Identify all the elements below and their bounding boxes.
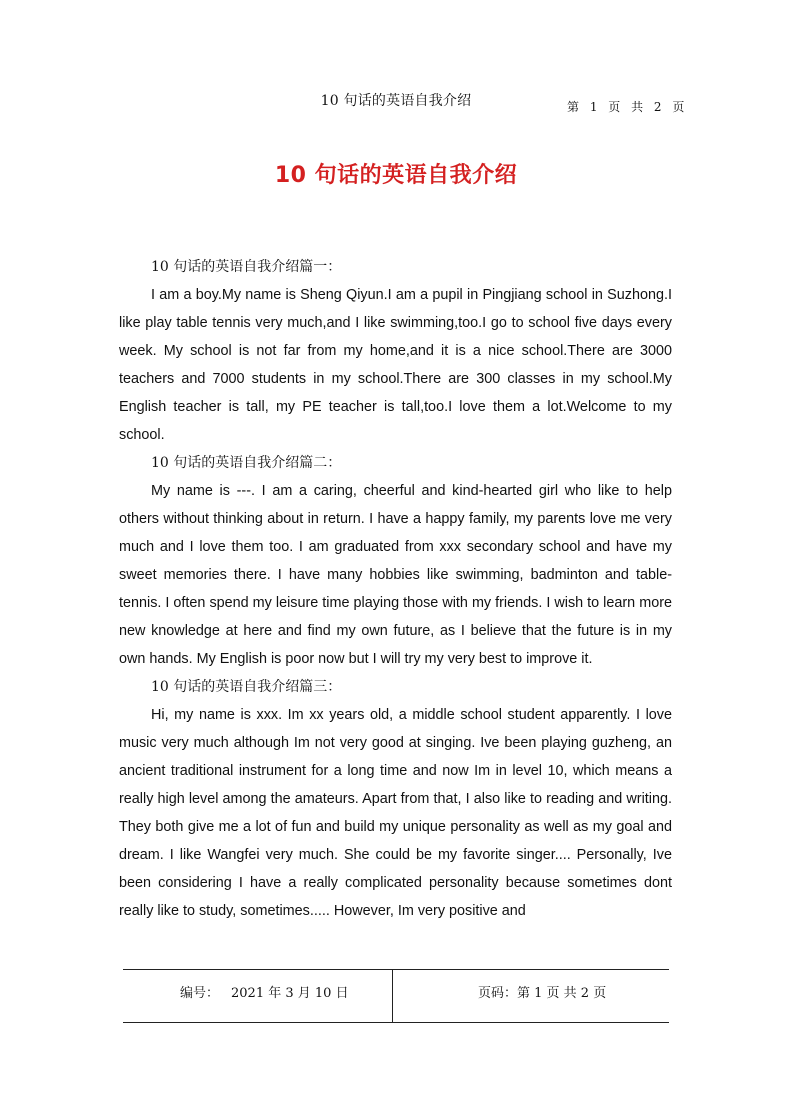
footer-bottom-rule [123,1022,669,1023]
page-indicator: 第 1 页 共 2 页 [567,100,686,114]
footer-page-cell [478,982,606,1001]
footer-number-cell [180,982,349,1001]
section-heading-1: 10 句话的英语自我介绍篇一： [151,259,342,275]
running-title: 10 句话的英语自我介绍 [320,93,472,109]
section-heading-2: 10 句话的英语自我介绍篇二： [151,455,342,471]
document-title: 10 句话的英语自我介绍 [274,163,518,188]
footer-date: 2021 年 3 月 10 日 [231,986,349,1001]
document-body [119,253,672,925]
footer-top-rule [123,969,669,970]
running-header [0,90,792,114]
section-body-1: I am a boy.My name is Sheng Qiyun.I am a pupil in Pingjiang school in Suzhong.I like play table tennis very much,and I like swimming,too.I go to school five days every week. My school is not far from my home,and it is a nice school.There are 3000 teachers and 7000 students in my school.There are 300 classes in my school.My English teacher is tall, my PE teacher is tall,too.I love them a lot.Welcome to my school. [119,287,672,443]
section-heading-3: 10 句话的英语自我介绍篇三： [151,679,342,695]
footer-page-label: 页码：第 1 页 共 2 页 [478,986,607,1001]
section-body-2: My name is ---. I am a caring, cheerful and kind-hearted girl who like to help others without thinking about in return. I have a happy family, my parents love me very much and I love them too. I am graduated from xxx secondary school and have my sweet memories there. I have many hobbies like swimming, badminton and table-tennis. I often spend my leisure time playing those with my friends. I wish to learn more new knowledge at here and find my own future, as I believe that the future is in my own hands. My English is poor now but I will try my very best to improve it. [119,483,672,667]
footer-number-label: 编号： [180,986,220,1001]
section-body-3: Hi, my name is xxx. Im xx years old, a middle school student apparently. I love music very much although Im not very good at singing. Ive been playing guzheng, an ancient traditional instrument for a long time and now Im in level 10, which means a really high level among the amateurs. Apart from that, I also like to reading and writing. They both give me a lot of fun and build my unique personality as well as my goal and dream. I like Wangfei very much. She could be my favorite singer.... Personally, Ive been considering I have a really complicated personality because sometimes dont really like to study, sometimes..... However, Im very positive and [119,707,672,919]
footer-divider [392,969,393,1022]
